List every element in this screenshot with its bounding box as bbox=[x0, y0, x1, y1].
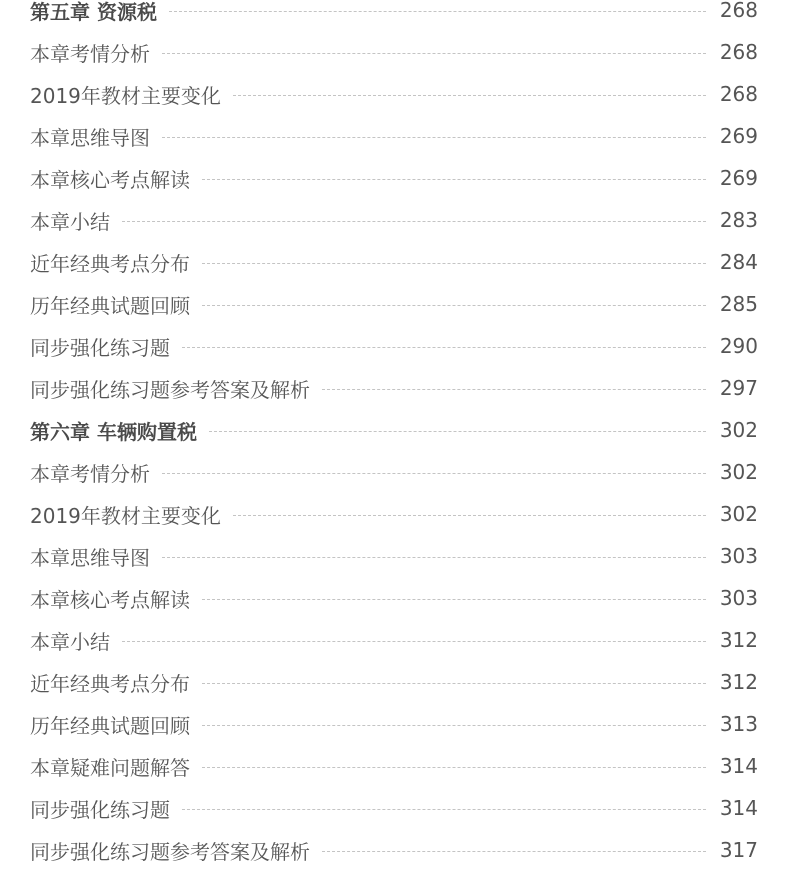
toc-entry-row[interactable] bbox=[30, 703, 758, 745]
toc-entry-title: 本章小结 bbox=[30, 629, 110, 654]
toc-entry-title: 第五章 资源税 bbox=[30, 0, 157, 24]
toc-entry-title: 本章疑难问题解答 bbox=[30, 755, 190, 780]
toc-entry-title: 历年经典试题回顾 bbox=[30, 713, 190, 738]
dotted-leader bbox=[322, 851, 706, 852]
toc-page-number: 283 bbox=[719, 208, 758, 232]
toc-entry-row[interactable] bbox=[30, 241, 758, 283]
toc-entry-row[interactable] bbox=[30, 577, 758, 619]
toc-page-number: 312 bbox=[719, 670, 758, 694]
toc-page-number: 303 bbox=[719, 544, 758, 568]
toc-entry-title: 本章思维导图 bbox=[30, 545, 150, 570]
dotted-leader bbox=[162, 53, 706, 54]
toc-entry-row[interactable] bbox=[30, 745, 758, 787]
toc-entry-row[interactable] bbox=[30, 829, 758, 871]
toc-entry-row[interactable] bbox=[30, 787, 758, 829]
dotted-leader bbox=[202, 725, 706, 726]
toc-entry-title: 本章小结 bbox=[30, 209, 110, 234]
dotted-leader bbox=[202, 263, 706, 264]
toc-entry-title: 近年经典考点分布 bbox=[30, 671, 190, 696]
toc-entry-row[interactable] bbox=[30, 451, 758, 493]
toc-page-number: 302 bbox=[719, 460, 758, 484]
toc-entry-title: 同步强化练习题 bbox=[30, 797, 170, 822]
toc-entry-row[interactable] bbox=[30, 199, 758, 241]
toc-page-number: 290 bbox=[719, 334, 758, 358]
dotted-leader bbox=[122, 641, 706, 642]
toc-page-number: 268 bbox=[719, 82, 758, 106]
toc-entry-title: 本章核心考点解读 bbox=[30, 587, 190, 612]
table-of-contents bbox=[30, 0, 758, 871]
dotted-leader bbox=[182, 347, 706, 348]
toc-page-number: 302 bbox=[719, 418, 758, 442]
toc-entry-row[interactable] bbox=[30, 157, 758, 199]
dotted-leader bbox=[202, 599, 706, 600]
dotted-leader bbox=[162, 137, 706, 138]
dotted-leader bbox=[233, 95, 706, 96]
toc-entry-row[interactable] bbox=[30, 325, 758, 367]
toc-entry-row[interactable] bbox=[30, 535, 758, 577]
toc-entry-title: 同步强化练习题 bbox=[30, 335, 170, 360]
dotted-leader bbox=[233, 515, 706, 516]
toc-page-number: 268 bbox=[719, 40, 758, 64]
dotted-leader bbox=[209, 431, 706, 432]
toc-chapter-row[interactable] bbox=[30, 409, 758, 451]
dotted-leader bbox=[202, 767, 706, 768]
toc-page-number: 314 bbox=[719, 796, 758, 820]
toc-page-number: 312 bbox=[719, 628, 758, 652]
toc-entry-row[interactable] bbox=[30, 493, 758, 535]
toc-page-number: 269 bbox=[719, 124, 758, 148]
toc-entry-title: 本章思维导图 bbox=[30, 125, 150, 150]
toc-page-number: 284 bbox=[719, 250, 758, 274]
toc-entry-row[interactable] bbox=[30, 283, 758, 325]
toc-page-number: 317 bbox=[719, 838, 758, 862]
toc-entry-row[interactable] bbox=[30, 115, 758, 157]
toc-entry-row[interactable] bbox=[30, 661, 758, 703]
dotted-leader bbox=[202, 179, 706, 180]
toc-entry-title: 近年经典考点分布 bbox=[30, 251, 190, 276]
toc-entry-title: 第六章 车辆购置税 bbox=[30, 419, 197, 444]
toc-chapter-row[interactable] bbox=[30, 0, 758, 31]
dotted-leader bbox=[182, 809, 706, 810]
toc-entry-row[interactable] bbox=[30, 367, 758, 409]
toc-entry-title: 本章考情分析 bbox=[30, 461, 150, 486]
toc-entry-title: 本章核心考点解读 bbox=[30, 167, 190, 192]
toc-entry-row[interactable] bbox=[30, 73, 758, 115]
toc-entry-title: 同步强化练习题参考答案及解析 bbox=[30, 839, 310, 864]
toc-entry-title: 2019年教材主要变化 bbox=[30, 83, 221, 108]
toc-page-number: 285 bbox=[719, 292, 758, 316]
toc-page-number: 268 bbox=[719, 0, 758, 22]
toc-entry-title: 历年经典试题回顾 bbox=[30, 293, 190, 318]
toc-page-number: 314 bbox=[719, 754, 758, 778]
toc-entry-row[interactable] bbox=[30, 619, 758, 661]
toc-page-number: 313 bbox=[719, 712, 758, 736]
dotted-leader bbox=[169, 11, 706, 12]
dotted-leader bbox=[162, 557, 706, 558]
dotted-leader bbox=[322, 389, 706, 390]
toc-entry-row[interactable] bbox=[30, 31, 758, 73]
toc-page-number: 303 bbox=[719, 586, 758, 610]
toc-page-number: 297 bbox=[719, 376, 758, 400]
toc-entry-title: 2019年教材主要变化 bbox=[30, 503, 221, 528]
toc-entry-title: 本章考情分析 bbox=[30, 41, 150, 66]
dotted-leader bbox=[122, 221, 706, 222]
toc-page-number: 302 bbox=[719, 502, 758, 526]
toc-entry-title: 同步强化练习题参考答案及解析 bbox=[30, 377, 310, 402]
toc-page-number: 269 bbox=[719, 166, 758, 190]
dotted-leader bbox=[202, 305, 706, 306]
dotted-leader bbox=[202, 683, 706, 684]
dotted-leader bbox=[162, 473, 706, 474]
